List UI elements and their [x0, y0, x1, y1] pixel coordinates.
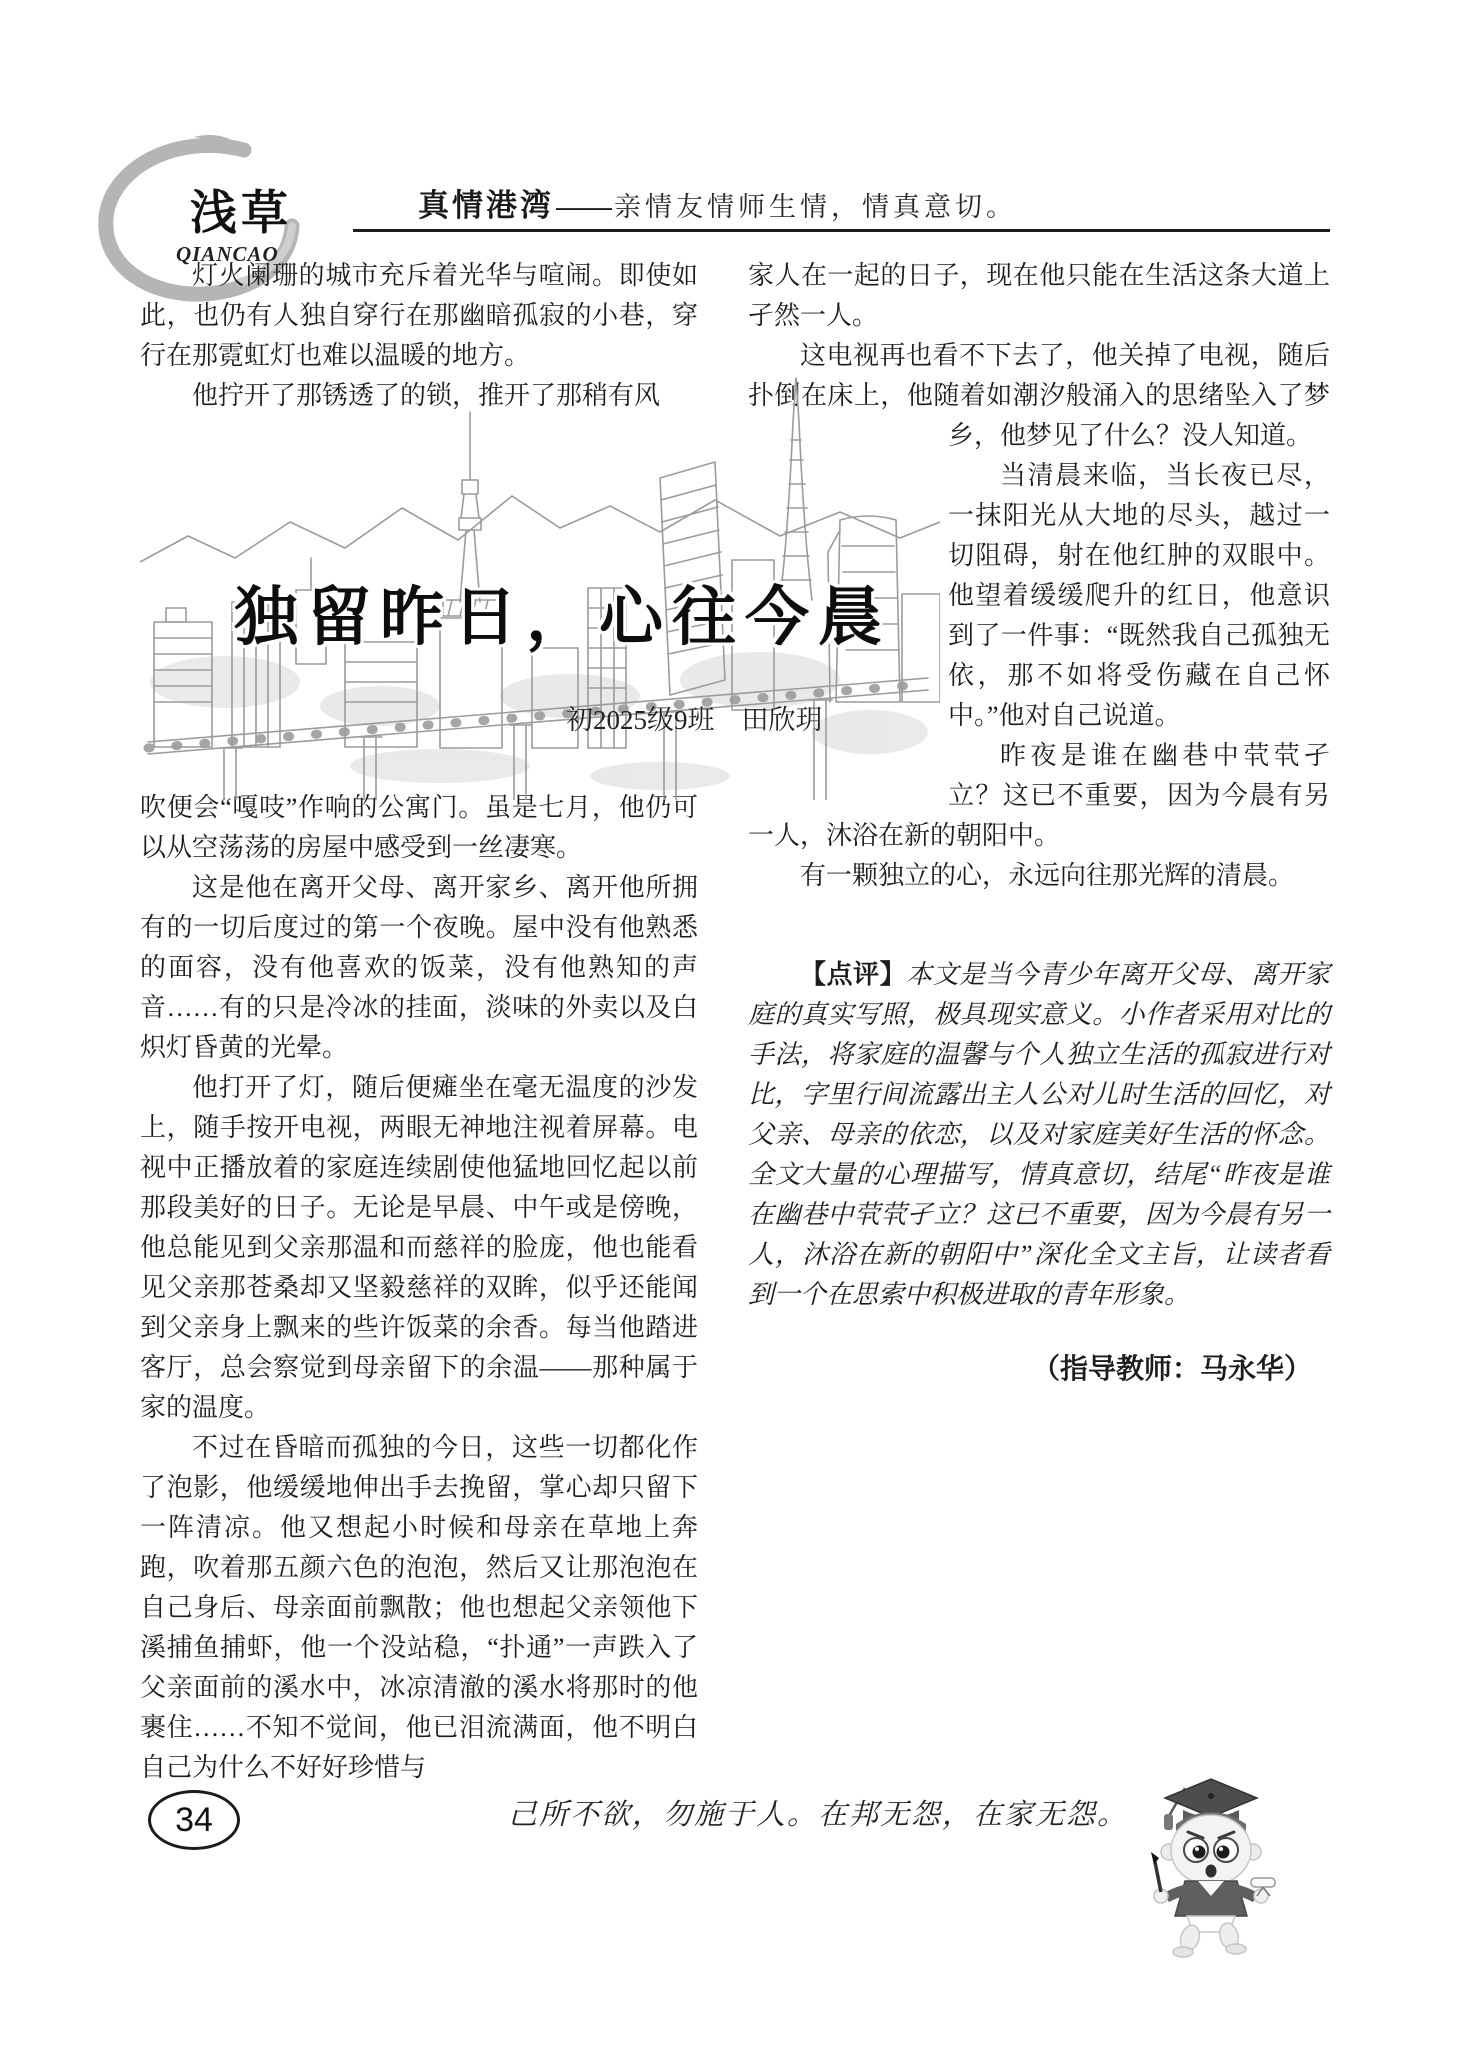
essay-title: 独留昨日，心往今晨	[234, 581, 891, 653]
section-title-rest: 亲情友情师生情，情真意切。	[614, 192, 1017, 222]
logo-en-text: QIANCAO	[176, 242, 279, 266]
header-rule	[353, 229, 1330, 232]
section-title-dash: ——	[556, 191, 612, 222]
paragraph: 吹便会“嘎吱”作响的公寓门。虽是七月，他仍可以从空荡荡的房屋中感受到一丝凄寒。	[140, 793, 698, 862]
paragraph: 家人在一起的日子，现在他只能在生活这条大道上孑然一人。	[748, 261, 1330, 330]
paragraph: 当清晨来临，当长夜已尽，一抹阳光从大地的尽头，越过一切阻碍，射在他红肿的双眼中。他望着缓缓爬升的红日，他意识到了一件事：“既然我自己孤独无依，那不如将受伤藏在自己怀中。”他对自己说道。	[948, 461, 1330, 730]
comment-body: 本文是当今青少年离开父母、离开家庭的真实写照，极具现实意义。小作者采用对比的手法，将家庭的温馨与个人独立生活的孤寂进行对比，字里行间流露出主人公对儿时生活的回忆，对父亲、母亲的依恋，以及对家庭美好生活的怀念。全文大量的心理描写，情真意切，结尾“昨夜是谁在幽巷中茕茕孑立？这已不重要，因为今晨有另一人，沐浴在新的朝阳中”深化全文主旨，让读者看到一个在思索中积极进取的青年形象。	[748, 960, 1330, 1309]
teacher-credit: （指导教师：马永华）	[1031, 1353, 1312, 1384]
paragraph: 有一颗独立的心，永远向往那光辉的清晨。	[800, 861, 1295, 890]
paragraph: 不过在昏暗而孤独的今日，这些一切都化作了泡影，他缓缓地伸出手去挽留，掌心却只留下一阵清凉。他又想起小时候和母亲在草地上奔跑，吹着那五颜六色的泡泡，然后又让那泡泡在自己身后、母亲面前飘散；他也想起父亲领他下溪捕鱼捕虾，他一个没站稳，“扑通”一声跌入了父亲面前的溪水中，冰凉清澈的溪水将那时的他裹住……不知不觉间，他已泪流满面，他不明白自己为什么不好好珍惜与	[140, 1433, 698, 1782]
paragraph: 灯火阑珊的城市充斥着光华与喧闹。即使如此，也仍有人独自穿行在那幽暗孤寂的小巷，穿行在那霓虹灯也难以温暖的地方。	[140, 261, 698, 370]
paragraph-text: 这电视再也看不下去了，他关掉了电视，随后扑倒在床上，他随着如潮汐般涌入的思绪	[748, 341, 1330, 410]
essay-left-column-bottom	[140, 788, 698, 1788]
essay-byline: 初2025级9班 田欣玥	[566, 705, 823, 735]
paragraph: 他拧开了那锈透了的锁，推开了那稍有风	[192, 381, 661, 410]
logo-cn-text: 浅草	[190, 188, 292, 240]
section-title	[418, 180, 1017, 225]
paragraph: 这是他在离开父母、离开家乡、离开他所拥有的一切后度过的第一个夜晚。屋中没有他熟悉的面容，没有他喜欢的饭菜，没有他熟知的声音……有的只是冷冰的挂面，淡味的外卖以及白炽灯昏黄的光晕。	[140, 873, 698, 1062]
paragraph-text: 坠入了梦乡，他梦见了什么？没人知道。	[948, 381, 1330, 450]
page-number-badge	[148, 1790, 240, 1850]
mascot	[1143, 1766, 1283, 1961]
graduate-baby-mascot-icon	[1143, 1948, 1283, 1965]
section-title-bold: 真情港湾	[418, 188, 554, 223]
footer-motto: 己所不欲，勿施于人。在邦无怨，在家无怨。	[508, 1799, 1129, 1831]
city-skyline-sketch-icon	[140, 787, 940, 804]
page-number: 34	[175, 1800, 213, 1839]
paragraph: 他打开了灯，随后便瘫坐在毫无温度的沙发上，随手按开电视，两眼无神地注视着屏幕。电视中正播放着的家庭连续剧使他猛地回忆起以前那段美好的日子。无论是早晨、中午或是傍晚，他总能见到父亲那温和而慈祥的脸庞，他也能看见父亲那苍桑却又坚毅慈祥的双眸，似乎还能闻到父亲身上飘来的些许饭菜的余香。每当他踏进客厅，总会察觉到母亲留下的余温——那种属于家的温度。	[140, 1073, 698, 1422]
comment-block	[748, 954, 1330, 1315]
comment-label: 【点评】	[800, 959, 907, 989]
paragraph: 昨夜是谁在幽巷中茕茕孑立？这已不重要，因为今晨有另一人，沐浴在新的朝阳中。	[748, 741, 1330, 850]
